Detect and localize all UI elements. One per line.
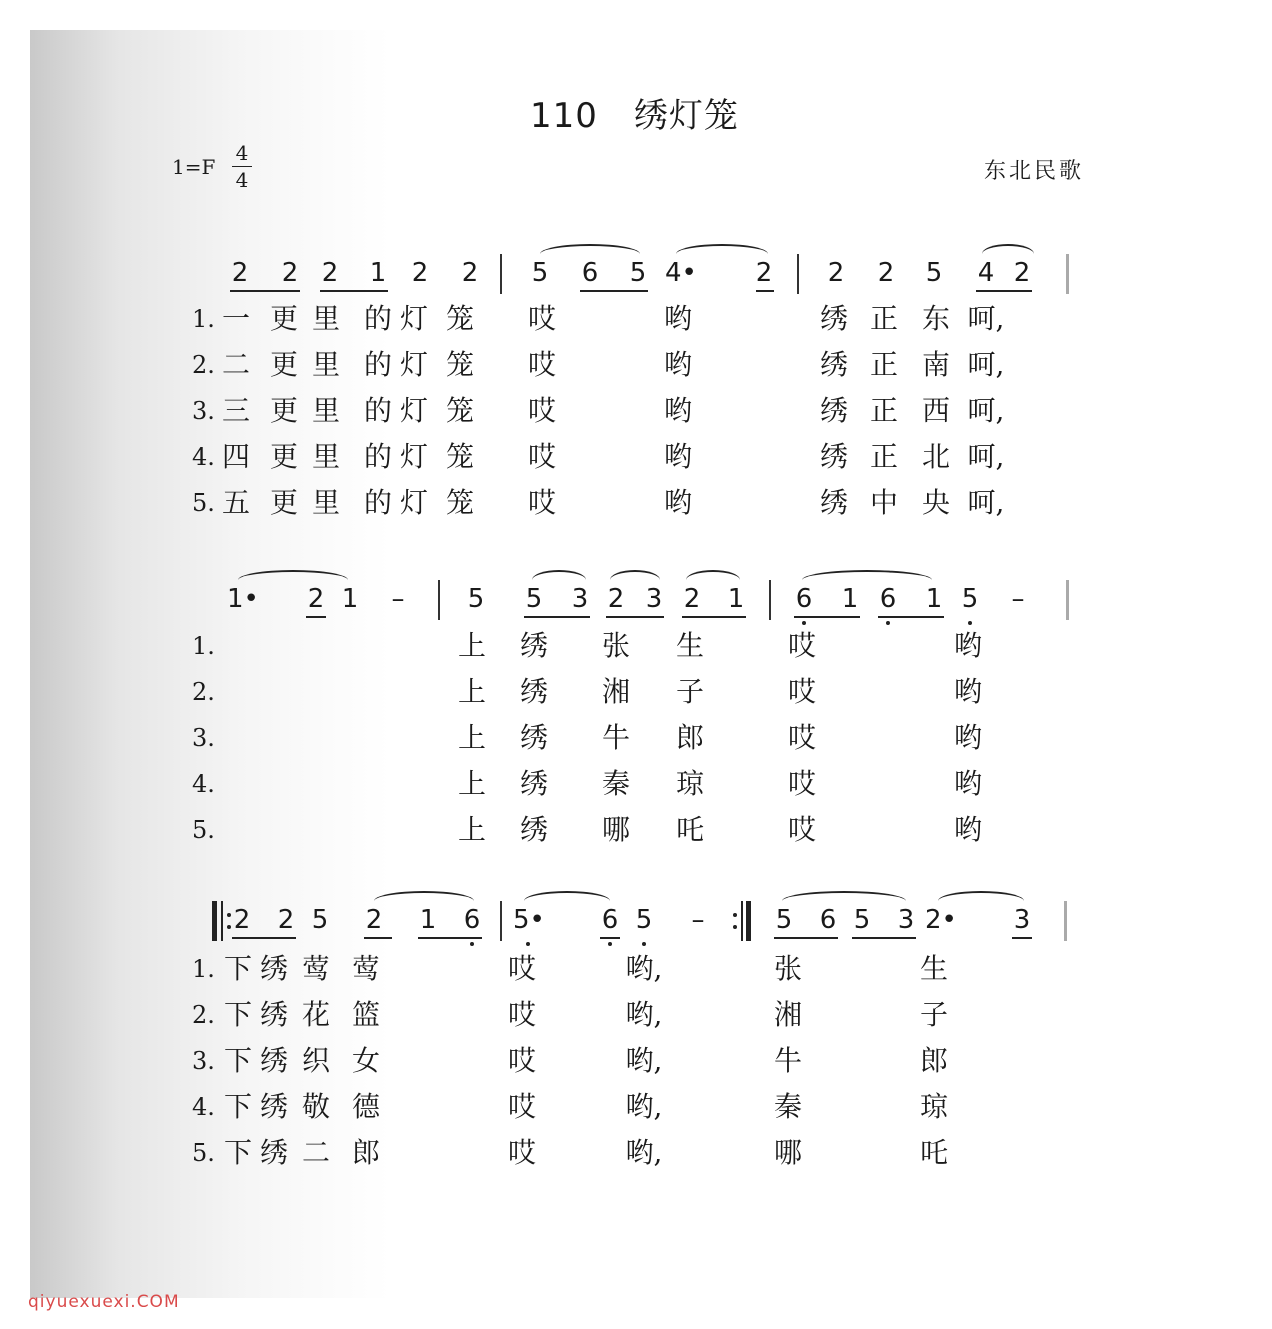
note: 1 <box>841 584 859 614</box>
note: – <box>691 905 705 935</box>
repeat-dot <box>227 925 231 929</box>
lyric-syllable: 花 <box>301 998 331 1031</box>
lyric-syllable: 哎 <box>507 1044 537 1077</box>
lyric-syllable: 生 <box>919 952 949 985</box>
repeat-end-thick <box>746 901 751 941</box>
verse-number: 3. <box>192 724 215 752</box>
lyric-syllable: 哟 <box>953 813 983 846</box>
lyric-syllable: 哟 <box>953 675 983 708</box>
watermark: qiyuexuexi.COM <box>28 1292 180 1312</box>
note: 3 <box>645 584 663 614</box>
bar-line <box>1066 254 1069 294</box>
note: 5 <box>635 905 653 935</box>
lyric-syllable: 哎 <box>787 813 817 846</box>
note: 2 <box>365 905 383 935</box>
lyric-syllable: 里 <box>311 348 341 381</box>
verse-number: 4. <box>192 1093 215 1121</box>
lyric-syllable: 正 <box>869 302 899 335</box>
note: 5• <box>513 905 545 935</box>
slur <box>374 891 474 911</box>
lyric-syllable: 绣 <box>819 486 849 519</box>
lyric-syllable: 郎 <box>675 721 705 754</box>
lyric-syllable: 里 <box>311 302 341 335</box>
lyric-syllable: 上 <box>457 767 487 800</box>
note: 2 <box>277 905 295 935</box>
lyric-syllable: 张 <box>601 629 631 662</box>
note: 6 <box>581 258 599 288</box>
lyric-syllable: 哟, <box>625 998 663 1031</box>
repeat-start-thin <box>221 901 223 941</box>
verse-number: 5. <box>192 816 215 844</box>
lyric-syllable: 哎 <box>507 1090 537 1123</box>
lyric-syllable: 正 <box>869 394 899 427</box>
lyric-syllable: 更 <box>269 348 299 381</box>
beam-underline <box>606 616 664 618</box>
octave-dot <box>470 942 474 946</box>
slur <box>686 570 740 590</box>
note: 2 <box>827 258 845 288</box>
lyric-syllable: 央 <box>921 486 951 519</box>
lyric-syllable: 上 <box>457 721 487 754</box>
note: 2 <box>755 258 773 288</box>
lyric-syllable: 二 <box>301 1136 331 1169</box>
lyric-syllable: 哟 <box>663 302 693 335</box>
beam-underline <box>794 616 860 618</box>
verse-number: 1. <box>192 955 215 983</box>
lyric-syllable: 莺 <box>351 952 381 985</box>
slur <box>802 570 932 590</box>
octave-dot <box>968 621 972 625</box>
lyric-syllable: 哎 <box>507 998 537 1031</box>
lyric-syllable: 四 <box>221 440 251 473</box>
lyric-syllable: 张 <box>773 952 803 985</box>
lyric-syllable: 篮 <box>351 998 381 1031</box>
note: 6 <box>819 905 837 935</box>
lyric-syllable: 哟 <box>953 629 983 662</box>
lyric-syllable: 绣 <box>519 629 549 662</box>
lyric-syllable: 里 <box>311 440 341 473</box>
lyric-syllable: 织 <box>301 1044 331 1077</box>
lyric-syllable: 中 <box>869 486 899 519</box>
lyric-syllable: 绣 <box>259 1136 289 1169</box>
beam-underline <box>364 937 392 939</box>
lyric-syllable: 吒 <box>675 813 705 846</box>
lyric-syllable: 敬 <box>301 1090 331 1123</box>
lyric-syllable: 女 <box>351 1044 381 1077</box>
verse-number: 2. <box>192 1001 215 1029</box>
beam-underline <box>418 937 482 939</box>
lyric-syllable: 绣 <box>259 952 289 985</box>
song-name: 绣灯笼 <box>633 96 739 136</box>
lyric-syllable: 子 <box>919 998 949 1031</box>
lyric-syllable: 里 <box>311 394 341 427</box>
lyric-syllable: 哎 <box>527 302 557 335</box>
note: 2 <box>307 584 325 614</box>
lyric-syllable: 哎 <box>787 675 817 708</box>
repeat-dot <box>227 913 231 917</box>
time-signature-top: 4 <box>235 141 249 165</box>
lyric-syllable: 哎 <box>527 486 557 519</box>
note: 2 <box>877 258 895 288</box>
octave-dot <box>802 621 806 625</box>
time-signature <box>232 142 252 191</box>
lyric-syllable: 绣 <box>819 440 849 473</box>
note: 2 <box>683 584 701 614</box>
lyric-syllable: 哎 <box>527 440 557 473</box>
lyric-syllable: 灯 <box>399 440 429 473</box>
lyric-syllable: 五 <box>221 486 251 519</box>
note: – <box>1011 584 1025 614</box>
lyric-syllable: 莺 <box>301 952 331 985</box>
lyric-syllable: 更 <box>269 486 299 519</box>
lyric-syllable: 南 <box>921 348 951 381</box>
slur <box>524 891 610 911</box>
beam-underline <box>320 290 388 292</box>
note: 4 <box>977 258 995 288</box>
note: 2 <box>411 258 429 288</box>
beam-underline <box>976 290 1032 292</box>
bar-line <box>438 580 440 620</box>
lyric-syllable: 的 <box>363 486 393 519</box>
lyric-syllable: 哟 <box>663 486 693 519</box>
lyric-syllable: 绣 <box>519 813 549 846</box>
lyric-syllable: 绣 <box>819 302 849 335</box>
lyric-syllable: 绣 <box>519 767 549 800</box>
lyric-syllable: 三 <box>221 394 251 427</box>
lyric-syllable: 哎 <box>507 952 537 985</box>
lyric-syllable: 哎 <box>527 348 557 381</box>
bar-line <box>1064 901 1067 941</box>
lyric-syllable: 灯 <box>399 394 429 427</box>
lyric-syllable: 更 <box>269 440 299 473</box>
lyric-syllable: 牛 <box>773 1044 803 1077</box>
lyric-syllable: 哟 <box>953 767 983 800</box>
verse-number: 4. <box>192 443 215 471</box>
lyric-syllable: 呵, <box>967 394 1005 427</box>
lyric-syllable: 湘 <box>773 998 803 1031</box>
octave-dot <box>526 942 530 946</box>
repeat-dot <box>733 913 737 917</box>
lyric-syllable: 琼 <box>675 767 705 800</box>
lyric-syllable: 呵, <box>967 302 1005 335</box>
note: 5 <box>925 258 943 288</box>
lyric-syllable: 笼 <box>445 394 475 427</box>
lyric-syllable: 下 <box>223 998 253 1031</box>
verse-number: 3. <box>192 397 215 425</box>
lyric-syllable: 哎 <box>527 394 557 427</box>
lyric-syllable: 呵, <box>967 348 1005 381</box>
bar-line <box>500 901 502 941</box>
note: 3 <box>571 584 589 614</box>
bar-line <box>500 254 502 294</box>
beam-underline <box>524 616 590 618</box>
note: 1 <box>419 905 437 935</box>
lyric-syllable: 的 <box>363 302 393 335</box>
lyric-syllable: 哟 <box>663 440 693 473</box>
slur <box>610 570 660 590</box>
lyric-syllable: 下 <box>223 952 253 985</box>
lyric-syllable: 笼 <box>445 440 475 473</box>
lyric-syllable: 上 <box>457 813 487 846</box>
lyric-syllable: 灯 <box>399 486 429 519</box>
song-number: 110 <box>530 96 598 136</box>
note: 6 <box>601 905 619 935</box>
note: 5 <box>853 905 871 935</box>
octave-dot <box>886 621 890 625</box>
note: 3 <box>897 905 915 935</box>
lyric-syllable: 更 <box>269 394 299 427</box>
lyric-syllable: 哟, <box>625 1136 663 1169</box>
song-origin: 东北民歌 <box>984 159 1085 184</box>
lyric-syllable: 绣 <box>519 675 549 708</box>
lyric-syllable: 哟 <box>953 721 983 754</box>
lyric-syllable: 的 <box>363 440 393 473</box>
lyric-syllable: 一 <box>221 302 251 335</box>
repeat-dot <box>733 925 737 929</box>
lyric-syllable: 呵, <box>967 486 1005 519</box>
lyric-syllable: 绣 <box>819 394 849 427</box>
beam-underline <box>600 937 620 939</box>
lyric-syllable: 哟, <box>625 1044 663 1077</box>
song-title <box>530 88 739 137</box>
slur <box>982 244 1034 264</box>
lyric-syllable: 北 <box>921 440 951 473</box>
lyric-syllable: 笼 <box>445 348 475 381</box>
lyric-syllable: 笼 <box>445 302 475 335</box>
lyric-syllable: 正 <box>869 440 899 473</box>
lyric-syllable: 呵, <box>967 440 1005 473</box>
lyric-syllable: 绣 <box>259 998 289 1031</box>
lyric-syllable: 哪 <box>773 1136 803 1169</box>
lyric-syllable: 里 <box>311 486 341 519</box>
beam-underline <box>878 616 944 618</box>
note: 6 <box>795 584 813 614</box>
note: 2 <box>461 258 479 288</box>
note: 2• <box>925 905 957 935</box>
verse-number: 3. <box>192 1047 215 1075</box>
lyric-syllable: 西 <box>921 394 951 427</box>
lyric-syllable: 东 <box>921 302 951 335</box>
lyric-syllable: 哟, <box>625 952 663 985</box>
repeat-end-thin <box>741 901 743 941</box>
lyric-syllable: 笼 <box>445 486 475 519</box>
lyric-syllable: 哎 <box>787 767 817 800</box>
lyric-syllable: 哎 <box>507 1136 537 1169</box>
note: 1 <box>341 584 359 614</box>
beam-underline <box>580 290 648 292</box>
note: 2 <box>231 258 249 288</box>
verse-number: 5. <box>192 1139 215 1167</box>
note: 5 <box>525 584 543 614</box>
note: – <box>391 584 405 614</box>
octave-dot <box>642 942 646 946</box>
beam-underline <box>682 616 746 618</box>
note: 1 <box>925 584 943 614</box>
lyric-syllable: 绣 <box>519 721 549 754</box>
lyric-syllable: 下 <box>223 1090 253 1123</box>
lyric-syllable: 的 <box>363 348 393 381</box>
slur <box>938 891 1024 911</box>
note: 5 <box>311 905 329 935</box>
beam-underline <box>852 937 916 939</box>
lyric-syllable: 灯 <box>399 302 429 335</box>
beam-underline <box>774 937 838 939</box>
lyric-syllable: 更 <box>269 302 299 335</box>
note: 1• <box>227 584 259 614</box>
lyric-syllable: 郎 <box>919 1044 949 1077</box>
note: 5 <box>467 584 485 614</box>
note: 1 <box>727 584 745 614</box>
note: 2 <box>607 584 625 614</box>
repeat-start-thick <box>212 901 217 941</box>
beam-underline <box>306 616 326 618</box>
bar-line <box>797 254 799 294</box>
octave-dot <box>608 942 612 946</box>
slur <box>238 570 348 590</box>
lyric-syllable: 哟 <box>663 348 693 381</box>
lyric-syllable: 正 <box>869 348 899 381</box>
beam-underline <box>232 937 296 939</box>
beam-underline <box>230 290 300 292</box>
lyric-syllable: 牛 <box>601 721 631 754</box>
slur <box>540 244 640 264</box>
lyric-syllable: 哎 <box>787 721 817 754</box>
note: 4• <box>665 258 697 288</box>
lyric-syllable: 下 <box>223 1136 253 1169</box>
lyric-syllable: 绣 <box>259 1044 289 1077</box>
lyric-syllable: 生 <box>675 629 705 662</box>
verse-number: 2. <box>192 678 215 706</box>
note: 6 <box>879 584 897 614</box>
verse-number: 2. <box>192 351 215 379</box>
lyric-syllable: 哎 <box>787 629 817 662</box>
note: 2 <box>321 258 339 288</box>
note: 5 <box>961 584 979 614</box>
note: 5 <box>629 258 647 288</box>
lyric-syllable: 上 <box>457 629 487 662</box>
key-signature: 1=F <box>172 155 216 179</box>
lyric-syllable: 哪 <box>601 813 631 846</box>
bar-line <box>1066 580 1069 620</box>
note: 5 <box>775 905 793 935</box>
lyric-syllable: 哟, <box>625 1090 663 1123</box>
note: 2 <box>281 258 299 288</box>
note: 5 <box>531 258 549 288</box>
lyric-syllable: 郎 <box>351 1136 381 1169</box>
note: 2 <box>1013 258 1031 288</box>
slur <box>676 244 768 264</box>
lyric-syllable: 上 <box>457 675 487 708</box>
lyric-syllable: 吒 <box>919 1136 949 1169</box>
verse-number: 4. <box>192 770 215 798</box>
beam-underline <box>756 290 774 292</box>
lyric-syllable: 的 <box>363 394 393 427</box>
verse-number: 1. <box>192 305 215 333</box>
note: 3 <box>1013 905 1031 935</box>
slur <box>532 570 586 590</box>
lyric-syllable: 哟 <box>663 394 693 427</box>
bar-line <box>769 580 771 620</box>
lyric-syllable: 二 <box>221 348 251 381</box>
lyric-syllable: 绣 <box>819 348 849 381</box>
lyric-syllable: 下 <box>223 1044 253 1077</box>
lyric-syllable: 子 <box>675 675 705 708</box>
lyric-syllable: 秦 <box>601 767 631 800</box>
note: 1 <box>369 258 387 288</box>
lyric-syllable: 绣 <box>259 1090 289 1123</box>
lyric-syllable: 德 <box>351 1090 381 1123</box>
lyric-syllable: 湘 <box>601 675 631 708</box>
verse-number: 1. <box>192 632 215 660</box>
note: 2 <box>233 905 251 935</box>
note: 6 <box>463 905 481 935</box>
time-signature-bottom: 4 <box>235 168 249 192</box>
slur <box>782 891 906 911</box>
lyric-syllable: 琼 <box>919 1090 949 1123</box>
beam-underline <box>1012 937 1032 939</box>
verse-number: 5. <box>192 489 215 517</box>
lyric-syllable: 秦 <box>773 1090 803 1123</box>
lyric-syllable: 灯 <box>399 348 429 381</box>
